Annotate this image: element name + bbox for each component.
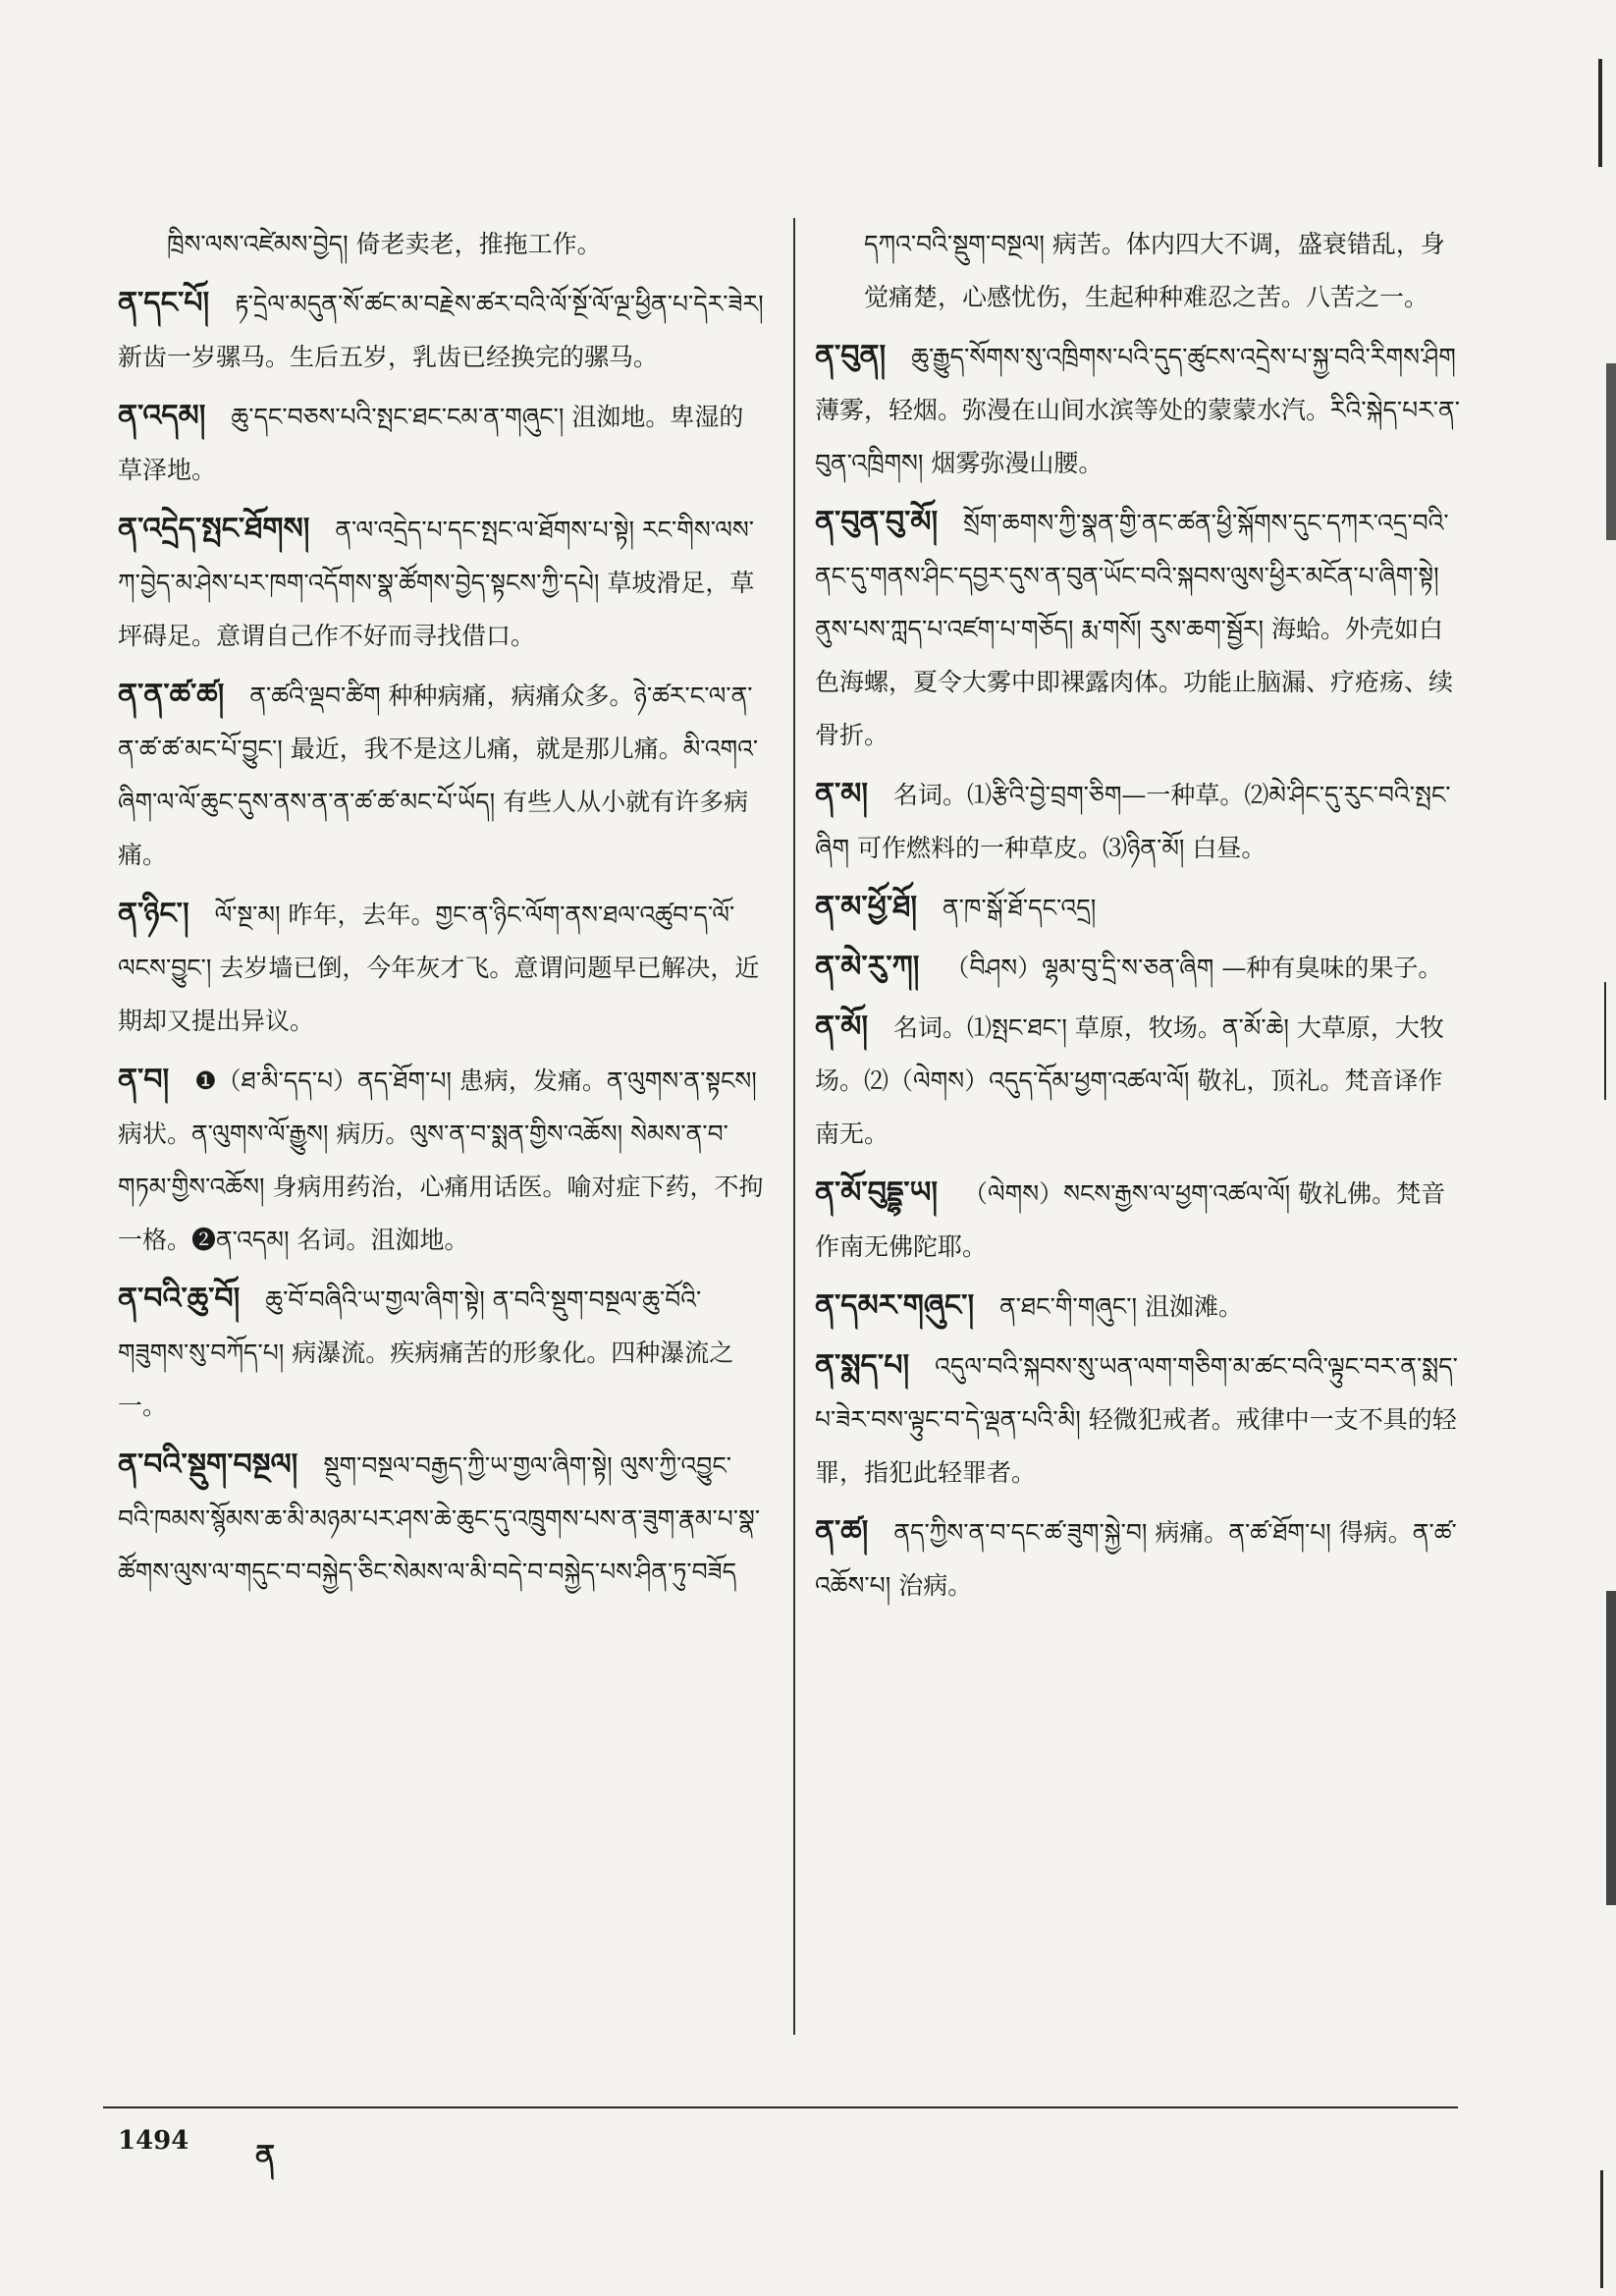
entry-headword: ན་དམར་གཞུང་། xyxy=(815,1288,975,1323)
entry-headword: ན་བུན། xyxy=(815,339,887,373)
entry-definition: འདུལ་བའི་སྐབས་སུ་ཡན་ལག་གཅིག་མ་ཚང་བའི་ལྟུང་བར་ན་སྨད་པ་ཟེར་བས་ལྟུང་བ་དེ་ལྡན་པའི་མི། 轻微犯戒者。戒律中一支不具的轻罪，指犯此轻罪者。 xyxy=(815,1352,1458,1487)
entry-definition: ནད་ཀྱིས་ན་བ་དང་ཚ་ཟུག་སྐྱེ་བ། 病痛。ན་ཚ་ཐོག་པ། 得病。ན་ཚ་འཆོས་པ། 治病。 xyxy=(815,1518,1457,1600)
page-number: 1494 xyxy=(118,2126,189,2156)
entry-definition: ཆུ་དང་བཅས་པའི་སྤང་ཐང་ངམ་ན་གཞུང་། 沮洳地。卑湿的草泽地。 xyxy=(118,403,744,484)
dictionary-entry xyxy=(815,496,1463,762)
left-column xyxy=(118,218,766,1605)
dictionary-entry xyxy=(118,390,766,497)
dictionary-entry xyxy=(815,941,1463,995)
entry-definition: 名词。⑴རྩིའི་བྱེ་བྲག་ཅིག—一种草。⑵མེ་ཤིང་དུ་རུང་བའི་སྤང་ཞིག 可作燃料的一种草皮。⑶ཉིན་མོ། 白昼。 xyxy=(815,781,1451,862)
dictionary-entry xyxy=(815,1001,1463,1161)
dictionary-entry xyxy=(118,669,766,882)
dictionary-entry xyxy=(815,1167,1463,1274)
scan-edge-mark xyxy=(1600,2170,1603,2288)
scan-edge-mark xyxy=(1606,1591,1616,1905)
entry-definition: （བིཤས）ལྷམ་བུ་དྲི་ས་ཅན་ཞིག —种有臭味的果子。 xyxy=(944,954,1443,982)
footer-rule xyxy=(103,2106,1458,2108)
entry-definition: ཆུ་བོ་བཞིའི་ཡ་གྱལ་ཞིག་སྟེ། ན་བའི་སྡུག་བསྔལ་ཆུ་བོའི་གཟུགས་སུ་བཀོད་པ། 病瀑流。疾病痛苦的形象化。四种瀑流之一。 xyxy=(118,1285,734,1420)
entry-headword: ན་ན་ཚ་ཚ། xyxy=(118,678,225,712)
right-column xyxy=(815,218,1463,1618)
entry-headword: ན་མོ་བུདྡྷ་ཡ། xyxy=(815,1175,938,1210)
entry-definition: ❶（ཐ་མི་དད་པ）ནད་ཐོག་པ། 患病，发痛。ན་ལུགས་ན་སྟངས། 病状。ན་ལུགས་ལོ་རྒྱུས། 病历。ལུས་ན་བ་སྨན་གྱིས་འཆོས། སེམས་ན་བ་གཏམ་གྱིས་འཆོས། 身病用药治，心痛用话医。喻对症下药，不拘一格。❷ན་འདམ། 名词。沮洳地。 xyxy=(118,1066,764,1254)
dictionary-entry xyxy=(815,768,1463,875)
entry-headword: ན་ཚ། xyxy=(815,1514,869,1549)
entry-definition: ཁྲིས་ལས་འཛེམས་བྱེད། 倚老卖老，推拖工作。 xyxy=(167,230,602,258)
entry-definition: སྲོག་ཆགས་ཀྱི་སྣན་གྱི་ནང་ཚན་ཕྱི་སྐོགས་དུང་དཀར་འདྲ་བའི་ནང་དུ་གནས་ཤིང་དབྱར་དུས་ན་བུན་ཡོང་བའི་སྐབས་ལུས་ཕྱིར་མངོན་པ་ཞིག་སྟེ། ནུས་པས་ཀླད་པ་འཛག་པ་གཅོད། རྨ་གསོ། རུས་ཆག་སྦྱོར། 海蛤。外壳如白色海螺，夏令大雾中即裸露肉体。功能止脑漏、疗疮疡、续骨折。 xyxy=(815,509,1454,749)
entry-definition: དཀའ་བའི་སྡུག་བསྔལ། 病苦。体内四大不调，盛衰错乱，身觉痛楚，心感忧伤，生起种种难忍之苦。八苦之一。 xyxy=(864,230,1445,311)
scan-edge-mark xyxy=(1604,982,1606,1100)
entry-headword: ན་དང་པོ། xyxy=(118,286,210,320)
entry-headword: ན་འདམ། xyxy=(118,399,206,433)
dictionary-entry xyxy=(815,1339,1463,1500)
entry-headword: ན་བའི་སྡུག་བསྔལ། xyxy=(118,1448,298,1482)
dictionary-entry xyxy=(118,1439,766,1599)
entry-definition: ན་ལ་འདྲེད་པ་དང་སྤང་ལ་ཐོགས་པ་སྟེ། རང་གིས་ལས་ཀ་བྱེད་མ་ཤེས་པར་ཁག་འདོགས་སྣ་ཚོགས་བྱེད་སྟངས་ཀྱི་དཔེ། 草坡滑足，草坪碍足。意谓自己作不好而寻找借口。 xyxy=(118,516,755,650)
entry-definition: ལོ་སྔ་མ། 昨年，去年。གྱང་ན་ཉིང་ལོག་ནས་ཐལ་འཚུབ་ད་ལོ་ལངས་བྱུང་། 去岁墙已倒，今年灰才飞。意谓问题早已解决，近期却又提出异议。 xyxy=(118,901,760,1035)
dictionary-entry xyxy=(118,218,766,271)
entry-definition: སྡུག་བསྔལ་བརྒྱད་ཀྱི་ཡ་གྱལ་ཞིག་སྟེ། ལུས་ཀྱི་འབྱུང་བའི་ཁམས་སྙོམས་ཆ་མི་མཉམ་པར་ཤས་ཆེ་ཆུང་དུ་འཁྲུགས་པས་ན་ཟུག་རྣམ་པ་སྣ་ཚོགས་ལུས་ལ་གདུང་བ་བསྐྱེད་ཅིང་སེམས་ལ་མི་བདེ་བ་བསྐྱེད་པས་ཤིན་ཏུ་བཟོད xyxy=(118,1451,761,1586)
scan-edge-mark xyxy=(1606,363,1616,540)
entry-headword: ན་མོ། xyxy=(815,1010,869,1044)
entry-headword: ན་ཉིང་། xyxy=(118,897,189,931)
entry-definition: ན་ཁ་སྒོ་ཐོ་དང་འདྲ། xyxy=(942,894,1097,922)
entry-definition: （ལེགས）སངས་རྒྱས་ལ་ཕྱག་འཚལ་ལོ། 敬礼佛。梵音作南无佛陀耶。 xyxy=(815,1179,1446,1261)
section-letter: ན xyxy=(255,2139,276,2173)
dictionary-entry xyxy=(118,1273,766,1433)
entry-definition: རྟ་དྲེལ་མདུན་སོ་ཚང་མ་བརྗེས་ཚར་བའི་ལོ་སྔོ་ལོ་ལྔ་ཕྱིན་པ་དེར་ཟེར། 新齿一岁骡马。生后五岁，乳齿已经换完的骡马。 xyxy=(118,290,764,371)
entry-headword: ན་བ། xyxy=(118,1063,170,1097)
entry-headword: ན་མེ་རུ་ཀ། xyxy=(815,950,920,984)
entry-definition: 名词。⑴སྤང་ཐང་། 草原，牧场。ན་མོ་ཆེ། 大草原，大牧场。⑵（ལེགས）འདུད་དོམ་ཕྱག་འཚལ་ལོ། 敬礼，顶礼。梵音译作南无。 xyxy=(815,1013,1444,1148)
dictionary-entry xyxy=(815,330,1463,490)
entry-definition: ཆུ་རྒྱུད་སོགས་སུ་འཁྲིགས་པའི་དུད་ཚུངས་འདྲེས་པ་སྐྱ་བའི་རིགས་ཤིག 薄雾，轻烟。弥漫在山间水滨等处的蒙蒙水汽。རིའི་སྐེད་པར་ན་བུན་འཁྲིགས། 烟雾弥漫山腰。 xyxy=(815,343,1460,477)
dictionary-entry xyxy=(815,218,1463,324)
entry-headword: ན་བུན་བུ་མོ། xyxy=(815,505,939,539)
dictionary-entry xyxy=(815,1280,1463,1334)
dictionary-entry xyxy=(118,888,766,1048)
entry-headword: ན་བའི་ཆུ་བོ། xyxy=(118,1282,241,1316)
dictionary-entry xyxy=(118,503,766,663)
dictionary-entry xyxy=(118,1054,766,1267)
dictionary-entry xyxy=(815,881,1463,935)
entry-definition: ན་ཚའི་ལྡབ་ཚིག 种种病痛，病痛众多。ཉེ་ཚར་ང་ལ་ན་ན་ཚ་ཚ་མང་པོ་བྱུང་། 最近，我不是这儿痛，就是那儿痛。མི་འགའ་ཞིག་ལ་ལོ་ཆུང་དུས་ནས་ན་ན་ཚ་ཚ་མང་པོ་ཡོད། 有些人从小就有许多病痛。 xyxy=(118,682,759,869)
entry-definition: ན་ཐང་གི་གཞུང་། 沮洳滩。 xyxy=(999,1292,1243,1321)
column-divider xyxy=(793,218,795,2035)
entry-headword: ན་མ། xyxy=(815,777,869,811)
dictionary-entry xyxy=(118,277,766,384)
scan-edge-mark xyxy=(1598,59,1602,167)
dictionary-entry xyxy=(815,1505,1463,1613)
entry-headword: ན་འདྲེད་སྤང་ཐོགས། xyxy=(118,512,310,546)
entry-headword: ན་སྨད་པ། xyxy=(815,1348,910,1383)
entry-headword: ན་མ་ཕྱོ་ཐོ། xyxy=(815,890,917,924)
